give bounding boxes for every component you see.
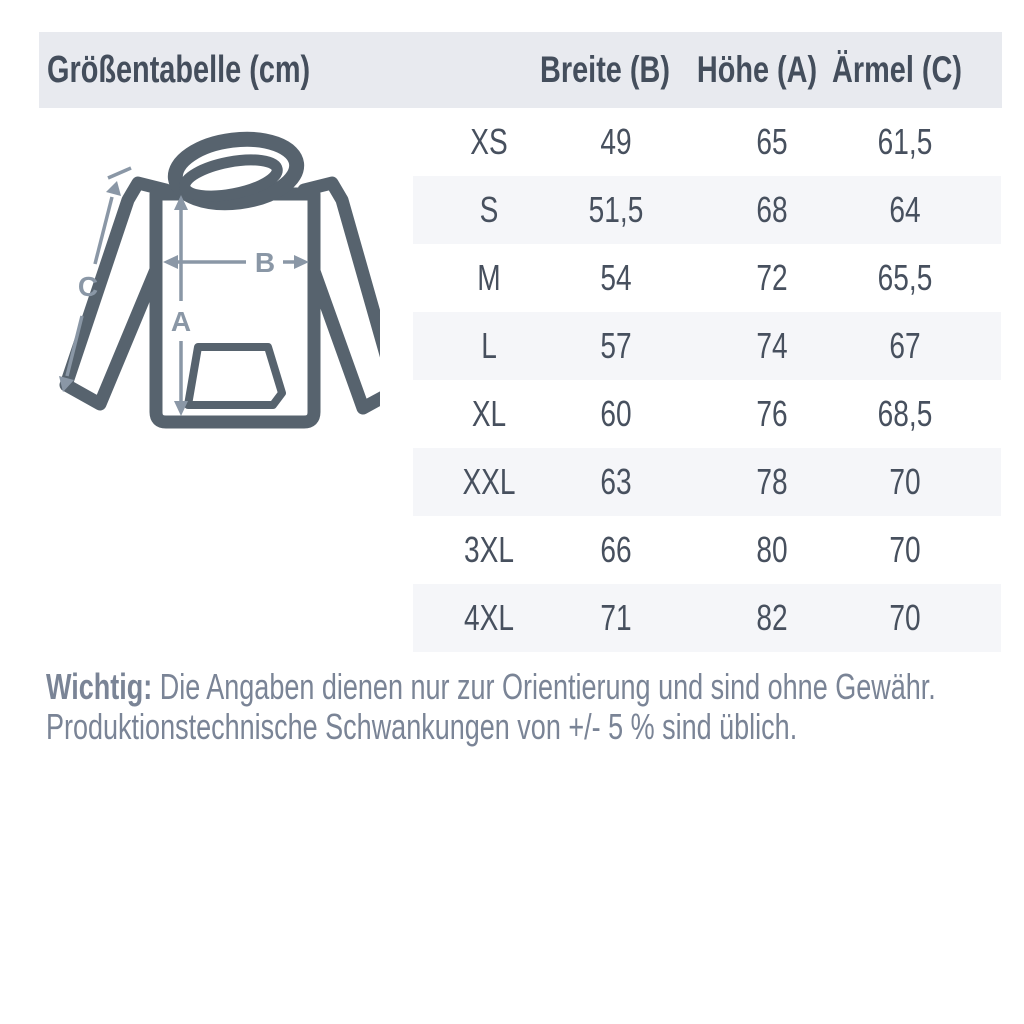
size-label: 3XL bbox=[464, 529, 514, 570]
aermel-value: 70 bbox=[889, 529, 921, 570]
table-row-3xl bbox=[413, 516, 1001, 584]
kangaroo-pocket bbox=[188, 347, 282, 405]
hoehe-value: 80 bbox=[756, 529, 788, 570]
page-title: Größentabelle (cm) bbox=[47, 49, 311, 91]
hoehe-value: 74 bbox=[756, 325, 788, 366]
aermel-value: 65,5 bbox=[877, 257, 933, 298]
disclaimer-line1: Die Angaben dienen nur zur Orientierung und sind ohne Gewähr. bbox=[152, 666, 936, 707]
label-b: B bbox=[254, 247, 276, 278]
disclaimer-emphasis: Wichtig: bbox=[46, 666, 153, 707]
label-c: C bbox=[77, 271, 99, 302]
size-label: XS bbox=[470, 121, 508, 162]
disclaimer-line2: Produktionstechnische Schwankungen von +/- 5 % sind üblich. bbox=[46, 706, 798, 747]
aermel-value: 70 bbox=[889, 597, 921, 638]
aermel-value: 70 bbox=[889, 461, 921, 502]
aermel-value: 61,5 bbox=[877, 121, 933, 162]
size-label: S bbox=[479, 189, 499, 230]
hoodie-diagram bbox=[40, 126, 380, 442]
column-header-breite: Breite (B) bbox=[540, 49, 670, 90]
table-header-bar bbox=[39, 32, 1002, 108]
breite-value: 63 bbox=[600, 461, 632, 502]
table-row-xl bbox=[413, 380, 1001, 448]
table-row-l bbox=[413, 312, 1001, 380]
disclaimer-note bbox=[46, 666, 936, 747]
breite-value: 49 bbox=[600, 121, 632, 162]
aermel-value: 67 bbox=[889, 325, 921, 366]
breite-value: 54 bbox=[600, 257, 632, 298]
table-row-xxl bbox=[413, 448, 1001, 516]
breite-value: 51,5 bbox=[588, 189, 644, 230]
size-label: XXL bbox=[462, 461, 516, 502]
breite-value: 66 bbox=[600, 529, 632, 570]
size-label: 4XL bbox=[464, 597, 514, 638]
size-table-body bbox=[413, 108, 1001, 652]
breite-value: 71 bbox=[600, 597, 632, 638]
aermel-value: 64 bbox=[889, 189, 921, 230]
hoehe-value: 72 bbox=[756, 257, 788, 298]
table-row-s bbox=[413, 176, 1001, 244]
label-a: A bbox=[170, 306, 192, 337]
hoehe-value: 65 bbox=[756, 121, 788, 162]
column-header-hoehe: Höhe (A) bbox=[696, 49, 818, 90]
aermel-value: 68,5 bbox=[877, 393, 933, 434]
table-row-4xl bbox=[413, 584, 1001, 652]
size-label: L bbox=[481, 325, 497, 366]
column-header-aermel: Ärmel (C) bbox=[832, 49, 962, 90]
size-label: M bbox=[477, 257, 501, 298]
breite-value: 60 bbox=[600, 393, 632, 434]
breite-value: 57 bbox=[600, 325, 632, 366]
hoehe-value: 76 bbox=[756, 393, 788, 434]
table-row-m bbox=[413, 244, 1001, 312]
hoehe-value: 68 bbox=[756, 189, 788, 230]
table-row-xs bbox=[413, 108, 1001, 176]
hoehe-value: 82 bbox=[756, 597, 788, 638]
hoehe-value: 78 bbox=[756, 461, 788, 502]
size-label: XL bbox=[471, 393, 507, 434]
